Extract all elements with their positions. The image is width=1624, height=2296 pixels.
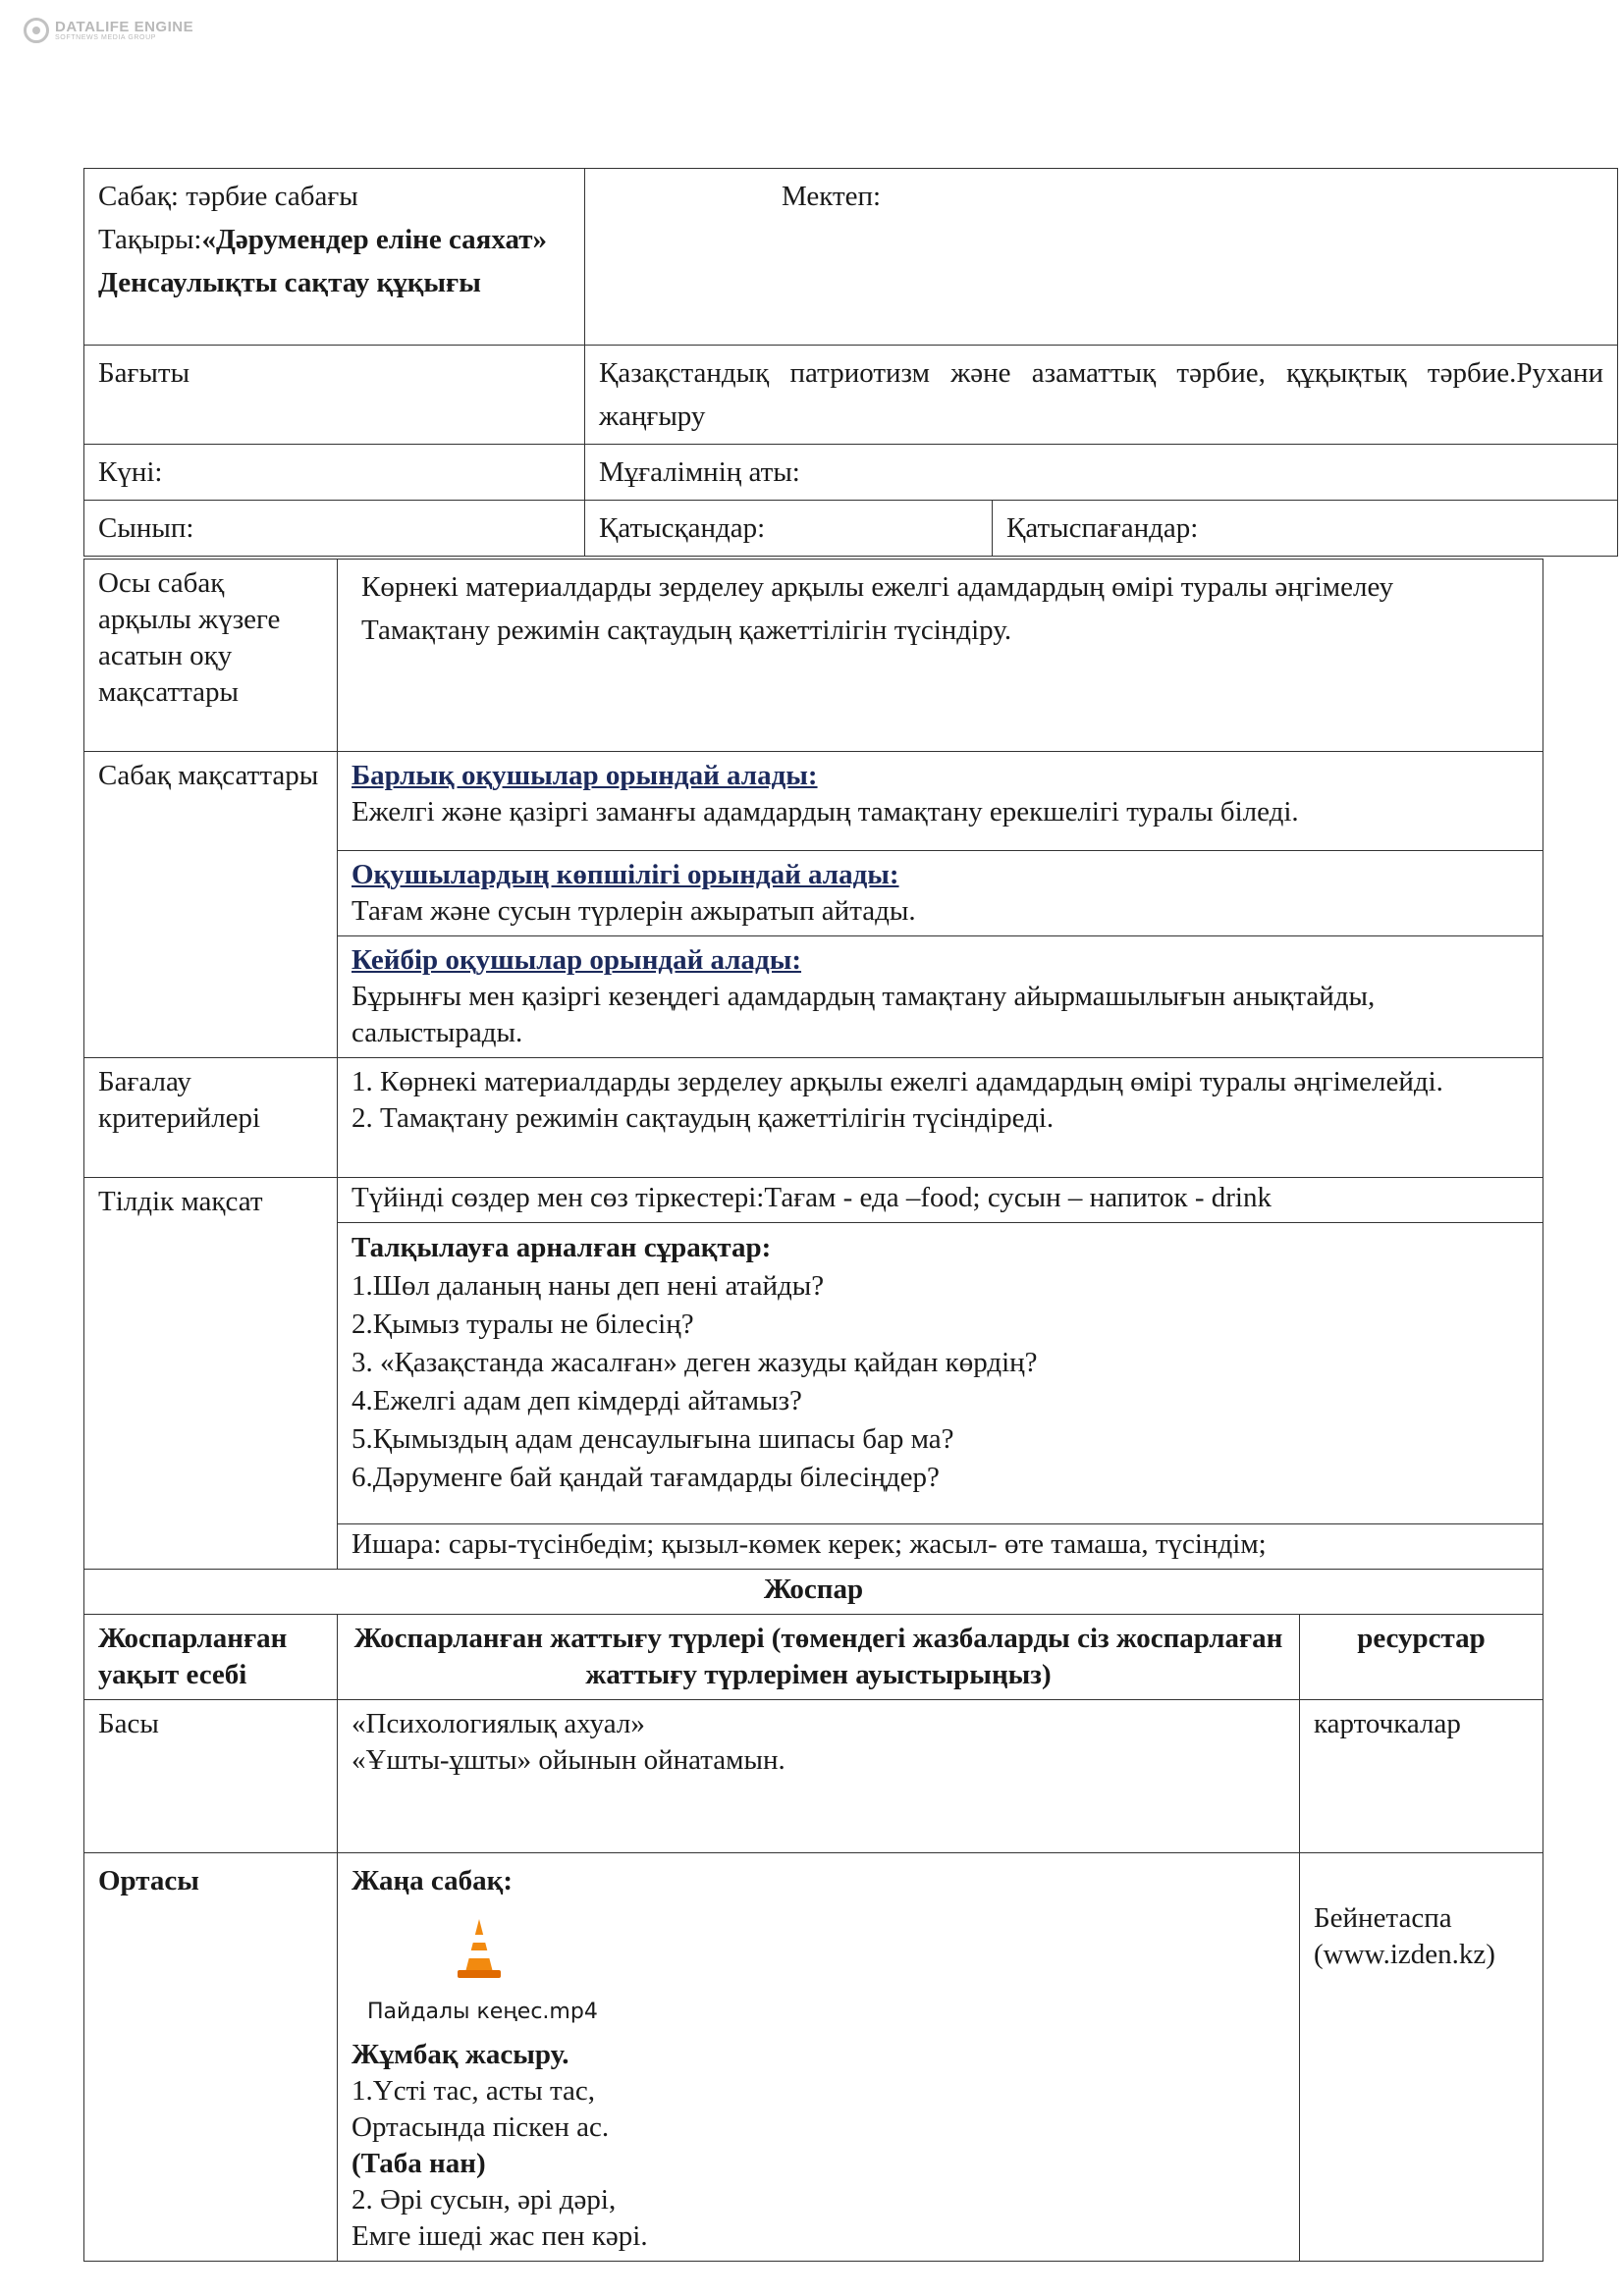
plan-title: Жоспар — [84, 1570, 1543, 1615]
goal-most — [338, 851, 1543, 936]
school-label: Мектеп: — [782, 181, 882, 212]
video-attachment[interactable] — [352, 1899, 1285, 2027]
criteria-1: 1. Көрнекі материалдарды зерделеу арқылы ежелгі адамдардың өмірі туралы әңгімелейді. — [352, 1066, 1443, 1097]
goal-some-text: Бұрынғы мен қазіргі кезеңдегі адамдардың тамақтану айырмашылығын анықтайды, салыстырады. — [352, 981, 1376, 1048]
direction-label: Бағыты — [84, 346, 585, 445]
middle-resource-2[interactable]: (www.izden.kz) — [1314, 1939, 1495, 1970]
video-file-name: Пайдалы кеңес.mp4 — [367, 2000, 598, 2024]
start-content — [338, 1700, 1300, 1853]
day-label: Күні: — [84, 445, 585, 501]
middle-resource-1: Бейнетаспа — [1314, 1902, 1452, 1934]
lesson-label: Сабақ: тәрбие сабағы — [98, 181, 358, 212]
criteria-label: Бағалау критерийлері — [84, 1058, 338, 1178]
middle-resources — [1300, 1853, 1543, 2262]
plan-table — [83, 559, 1543, 2262]
col-time-header: Жоспарланған уақыт есебі — [84, 1615, 338, 1700]
goal-some — [338, 936, 1543, 1058]
school-cell — [585, 169, 1618, 346]
vlc-cone-icon — [381, 1915, 577, 1984]
questions-heading: Талқылауға арналған сұрақтар: — [352, 1232, 772, 1263]
teacher-label: Мұғалімнің аты: — [585, 445, 1618, 501]
question-3: 3. «Қазақстанда жасалған» деген жазуды қайдан көрдің? — [352, 1347, 1038, 1378]
question-6: 6.Дәруменге бай қандай тағамдарды білесіңдер? — [352, 1462, 940, 1493]
start-line-1: «Психологиялық ахуал» — [352, 1708, 645, 1739]
goal-most-text: Тағам және сусын түрлерін ажыратып айтады. — [352, 895, 916, 927]
middle-label: Ортасы — [84, 1853, 338, 2262]
watermark-brand: DATALIFE ENGINE — [55, 18, 194, 35]
lang-label: Тілдік мақсат — [84, 1178, 338, 1570]
keywords: Түйінді сөздер мен сөз тіркестері:Тағам - еда –food; сусын – напиток - drink — [338, 1178, 1543, 1223]
goal-all-text: Ежелгі және қазіргі заманғы адамдардың тамақтану ерекшелігі туралы біледі. — [352, 796, 1299, 828]
question-1: 1.Шөл даланың наны деп нені атайды? — [352, 1270, 825, 1302]
riddle-heading: Жұмбақ жасыру. — [352, 2039, 569, 2070]
watermark-sub: SOFTNEWS MEDIA GROUP — [55, 33, 157, 41]
header-table — [83, 168, 1618, 557]
topic — [98, 218, 570, 304]
col-types-header: Жоспарланған жаттығу түрлері (төмендегі жазбаларды сіз жоспарлаған жаттығу түрлерімен ауыстырыңыз) — [338, 1615, 1300, 1700]
topic-title: «Дәрумендер еліне саяхат» Денсаулықты сақтау құқығы — [98, 224, 547, 298]
riddle-2-line-1: 2. Әрі сусын, әрі дәрі, — [352, 2184, 617, 2216]
question-2: 2.Қымыз туралы не білесің? — [352, 1308, 694, 1340]
riddle-1-answer: (Таба нан) — [352, 2148, 486, 2179]
goals-label: Сабақ мақсаттары — [84, 752, 338, 1058]
objectives-label: Осы сабақ арқылы жүзеге асатын оқу мақсаттары — [84, 560, 338, 752]
signs: Ишара: сары-түсінбедім; қызыл-көмек керек; жасыл- өте тамаша, түсіндім; — [338, 1524, 1543, 1570]
absent-label: Қатыспағандар: — [993, 501, 1618, 557]
middle-content — [338, 1853, 1300, 2262]
question-4: 4.Ежелгі адам деп кімдерді айтамыз? — [352, 1385, 802, 1416]
start-resources: карточкалар — [1300, 1700, 1543, 1853]
question-5: 5.Қымыздың адам денсаулығына шипасы бар ма? — [352, 1423, 954, 1455]
riddle-2-line-2: Емге ішеді жас пен кәрі. — [352, 2220, 648, 2252]
goal-all — [338, 752, 1543, 851]
objectives-text: Көрнекі материалдарды зерделеу арқылы ежелгі адамдардың өмірі туралы әңгімелеу Тамақтану режимін сақтаудың қажеттілігін түсіндіру. — [338, 560, 1543, 752]
col-res-header: ресурстар — [1300, 1615, 1543, 1700]
topic-label: Тақыры: — [98, 224, 202, 255]
riddle-1-line-1: 1.Үсті тас, асты тас, — [352, 2075, 595, 2107]
lesson-cell — [84, 169, 585, 346]
watermark — [24, 18, 193, 43]
questions — [338, 1223, 1543, 1524]
criteria-2: 2. Тамақтану режимін сақтаудың қажеттілігін түсіндіреді. — [352, 1102, 1055, 1134]
watermark-logo-icon — [24, 18, 49, 43]
goal-some-heading: Кейбір оқушылар орындай алады: — [352, 944, 802, 976]
present-label: Қатысқандар: — [585, 501, 993, 557]
class-label: Сынып: — [84, 501, 585, 557]
goal-all-heading: Барлық оқушылар орындай алады: — [352, 760, 818, 791]
goal-most-heading: Оқушылардың көпшілігі орындай алады: — [352, 859, 899, 890]
direction-text: Қазақстандық патриотизм және азаматтық тәрбие, құқықтық тәрбие.Рухани жаңғыру — [585, 346, 1618, 445]
start-label: Басы — [84, 1700, 338, 1853]
start-line-2: «Ұшты-ұшты» ойынын ойнатамын. — [352, 1744, 785, 1776]
criteria — [338, 1058, 1543, 1178]
new-lesson-heading: Жаңа сабақ: — [352, 1865, 514, 1896]
riddle-1-line-2: Ортасында піскен ас. — [352, 2111, 610, 2143]
